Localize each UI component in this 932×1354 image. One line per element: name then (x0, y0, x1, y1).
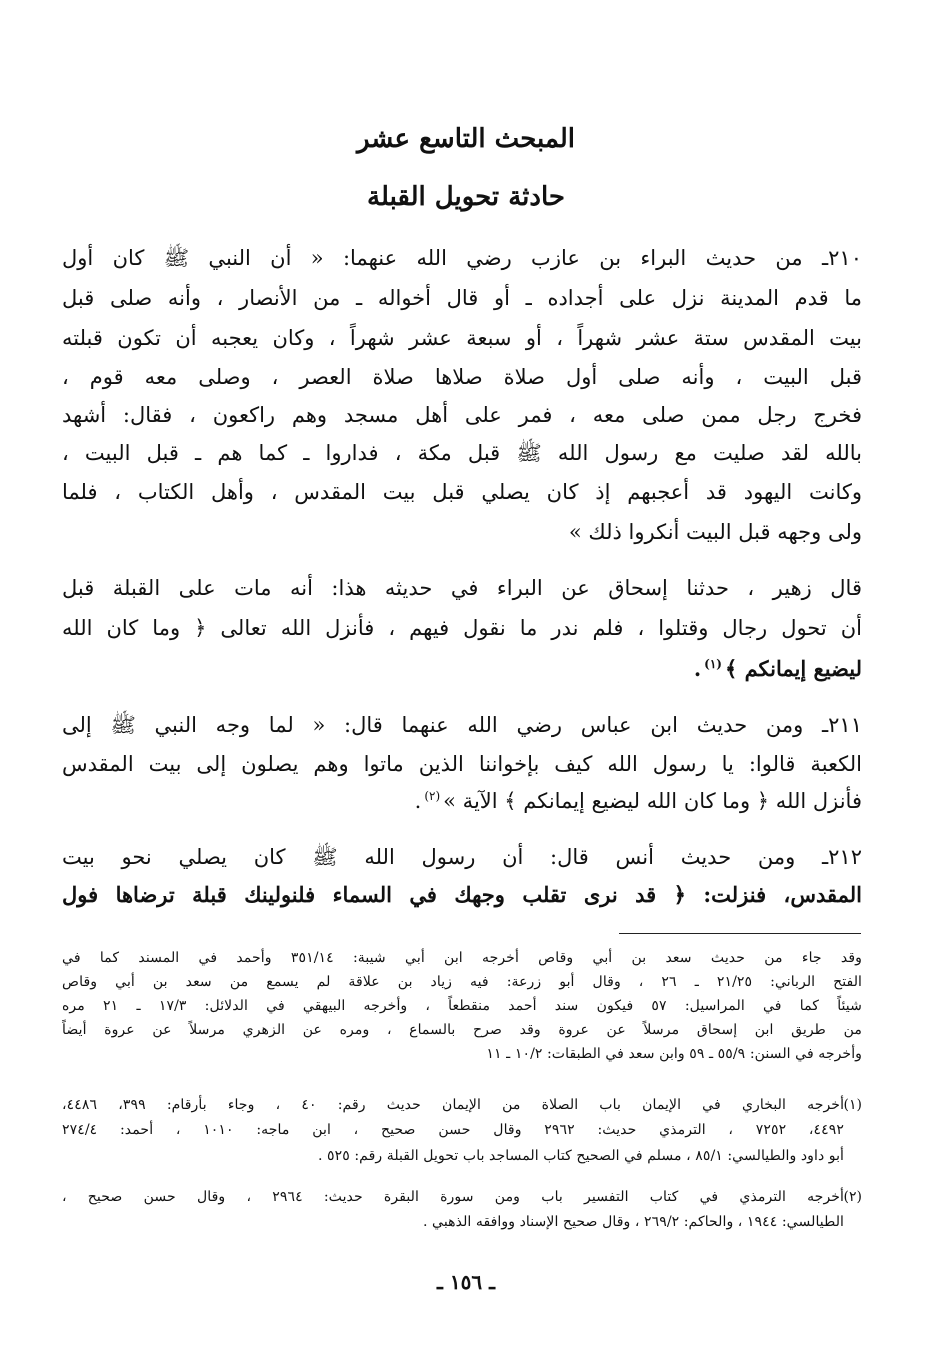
chapter-title: المبحث التاسع عشر (356, 124, 576, 154)
hadith-210-line-1: ٢١٠ـ من حديث البراء بن عازب رضي الله عنهما: « أن النبي ﷺ كان أول (62, 246, 862, 270)
sentence-end: . (414, 789, 422, 813)
hadith-210-line-7: وكانت اليهود قد أعجبهم إذ كان يصلي قبل بيت المقدس ، وأهل الكتاب ، فلما (62, 480, 862, 504)
footnote-1-number: (١) (843, 1097, 862, 1113)
hadith-211-line-2: الكعبة قالوا: يا رسول الله كيف بإخواننا الذين ماتوا وهم يصلون إلى بيت المقدس (62, 752, 862, 776)
footnote-1-line-3: أبو داود والطيالسي: ٨٥/١ ، مسلم في الصحيح كتاب المساجد باب تحويل القبلة رقم: ٥٢٥ . (317, 1148, 844, 1164)
footnote-ref-1: (١) (704, 657, 722, 671)
footnote-ref-2: (٢) (424, 789, 441, 803)
footnote-2-number: (٢) (843, 1189, 862, 1205)
footnote-separator (619, 933, 861, 934)
chapter-subtitle: حادثة تحويل القبلة (367, 182, 565, 212)
footnote-carry-line-3: شيئاً كما في المراسيل: ٥٧ فيكون سند أحمد منقطعاً ، وأخرجه البيهقي في الدلائل: ١٧/٣ ـ ٢١ مره (62, 998, 862, 1014)
page-number: ـ ١٥٦ ـ (437, 1270, 495, 1294)
hadith-210-line-3: بيت المقدس ستة عشر شهراً ، أو سبعة عشر شهراً ، وكان يعجبه أن تكون قبلته (62, 326, 862, 350)
hadith-212-line-2: المقدس، فنزلت: ﴿ قد نرى تقلب وجهك في السماء فلنولينك قبلة ترضاها فول (62, 882, 862, 907)
footnote-1-line-1: أخرجه البخاري في الإيمان باب الصلاة من الإيمان حديث رقم: ٤٠ ، وجاء بأرقام: ٣٩٩، ٤٤٨٦، (62, 1097, 844, 1113)
footnote-1-line-2: ٤٤٩٢، ٧٢٥٢ ، الترمذي حديث: ٢٩٦٢ وقال حسن صحيح ، ابن ماجه: ١٠١٠ ، أحمد: ٢٧٤/٤ (62, 1122, 844, 1138)
footnote-2-line-1: أخرجه الترمذي في كتاب التفسير باب ومن سورة البقرة حديث: ٢٩٦٤ ، وقال حسن صحيح ، (62, 1189, 844, 1205)
hadith-211-line-3 (62, 782, 862, 820)
zuhair-line-1: قال زهير ، حدثنا إسحاق عن البراء في حديثه هذا: أنه مات على القبلة قبل (62, 576, 862, 600)
hadith-210-line-2: ما قدم المدينة نزل على أجداده ـ أو قال أخواله ـ من الأنصار ، وأنه صلى قبل (62, 286, 862, 310)
hadith-210-line-4: قبل البيت ، وأنه صلى أول صلاة صلاها صلاة العصر ، وصلى معه قوم ، (62, 365, 862, 389)
hadith-212-line-1: ٢١٢ـ ومن حديث أنس قال: أن رسول الله ﷺ كان يصلي نحو بيت (62, 845, 862, 869)
footnote-carry-line-1: وقد جاء من حديث سعد بن أبي وقاص أخرجه ابن أبي شيبة: ٣٥١/١٤ وأحمد في المسند كما في (62, 950, 862, 966)
hadith-210-line-5: فخرج رجل ممن صلى معه ، فمر على أهل مسجد وهم راكعون ، فقال: أشهد (62, 403, 862, 427)
footnote-carry-line-5: وأخرجه في السنن: ٥٥/٩ ـ ٥٩ وابن سعد في الطبقات: ١٠/٢ ـ ١١ (486, 1046, 862, 1062)
zuhair-line-2: أن تحول رجال وقتلوا ، فلم ندر ما نقول فيهم ، فأنزل الله تعالى ﴿ وما كان الله (62, 616, 862, 640)
hadith-210-line-8: ولى وجهه قبل البيت أنكروا ذلك » (568, 520, 862, 544)
zuhair-line-3 (62, 650, 862, 688)
quran-verse-fragment: ليضيع إيمانكم ﴾ (724, 656, 862, 681)
footnote-carry-line-4: من طريق ابن إسحاق مرسلاً عن عروة وقد صرح بالسماع ، ومره عن الزهري مرسلاً عن عروة أيضاً (62, 1022, 862, 1038)
sentence-end: . (693, 656, 702, 681)
hadith-211-line-1: ٢١١ـ ومن حديث ابن عباس رضي الله عنهما قال: « لما وجه النبي ﷺ إلى (62, 713, 862, 737)
footnote-carry-line-2: الفتح الرباني: ٢١/٢٥ ـ ٢٦ ، وقال أبو زرعة: فيه زياد بن علاقة لم يسمع من سعد بن أبي وقاص (62, 974, 862, 990)
hadith-210-line-6: بالله لقد صليت مع رسول الله ﷺ قبل مكة ، فداروا ـ كما هم ـ قبل البيت ، (62, 441, 862, 465)
quran-verse-fragment: فأنزل الله ﴿ وما كان الله ليضيع إيمانكم ﴾ الآية » (443, 789, 862, 813)
footnote-2-line-2: الطيالسي: ١٩٤٤ ، والحاكم: ٢٦٩/٢ ، وقال صحيح الإسناد ووافقه الذهبي . (423, 1214, 844, 1230)
